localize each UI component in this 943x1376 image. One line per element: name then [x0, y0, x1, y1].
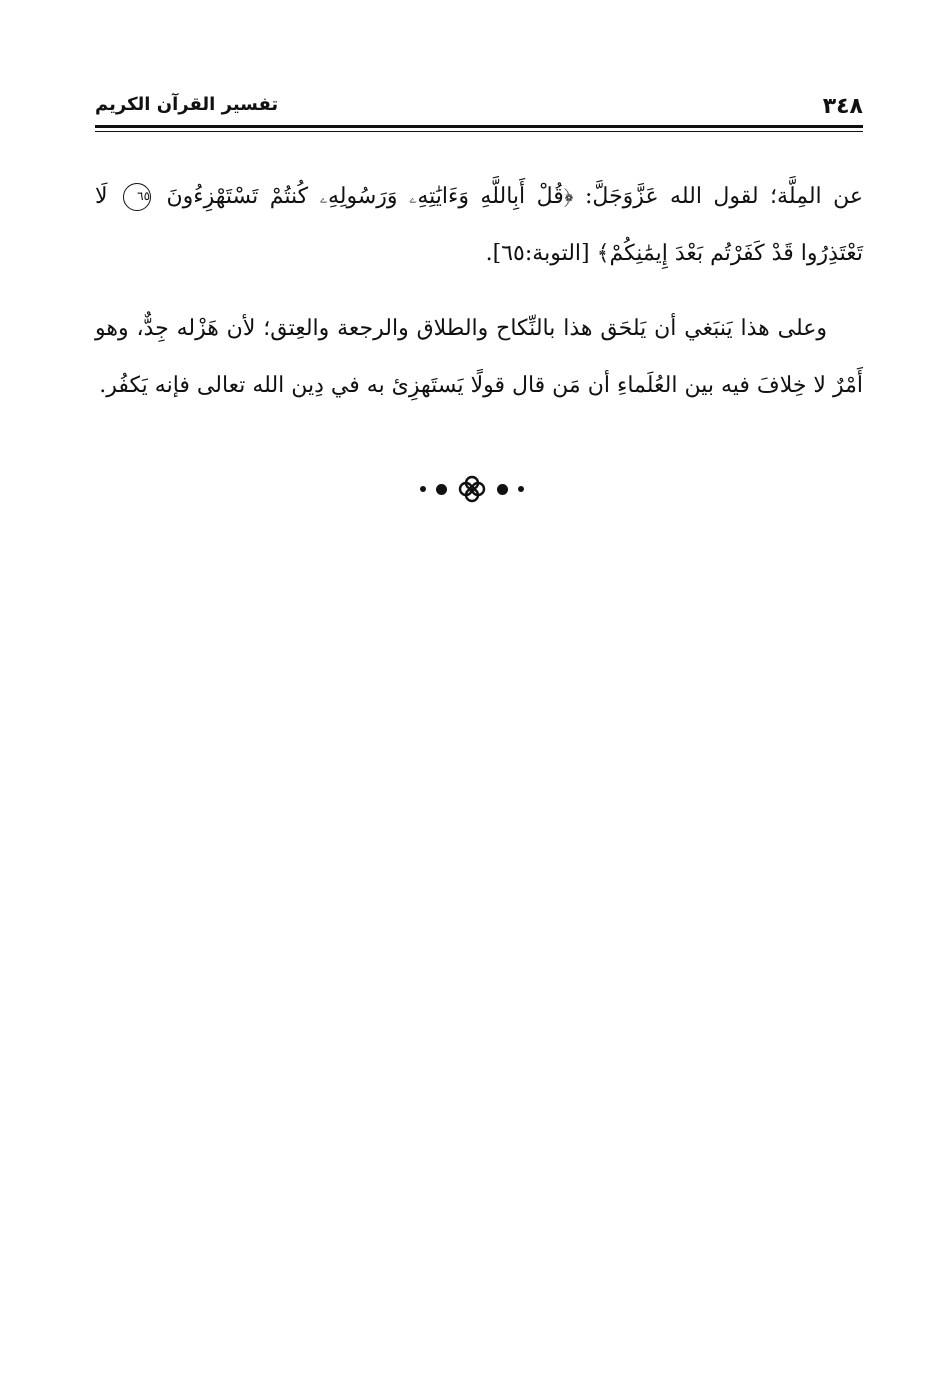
quran-verse-part-b: لَا تَعْتَذِرُوا قَدْ كَفَرْتُم بَعْدَ إِيمَٰنِكُمْ﴾ — [95, 184, 863, 266]
ornament-dot-icon — [518, 486, 524, 492]
page-header — [95, 88, 863, 128]
running-title: تفسير القرآن الكريم — [95, 94, 279, 115]
paragraph-1-intro: عن المِلَّة؛ لقول الله عَزَّوَجَلَّ: — [573, 184, 863, 209]
body-text — [95, 168, 863, 414]
paragraph-1 — [95, 168, 863, 282]
ayah-number-marker: ٦٥ — [123, 183, 151, 211]
header-rule-thin — [95, 131, 863, 132]
ornament-dot-icon — [497, 484, 508, 495]
header-rule-thick — [95, 125, 863, 128]
ornament-dot-icon — [420, 486, 426, 492]
ornament-dot-icon — [436, 484, 447, 495]
page-number: ٣٤٨ — [822, 94, 863, 119]
quran-verse-part-a: ﴿قُلْ أَبِاللَّهِ وَءَايَٰتِهِۦ وَرَسُولِهِۦ كُنتُمْ تَسْتَهْزِءُونَ — [166, 184, 574, 209]
paragraph-2: وعلى هذا يَنبَغي أن يَلحَق هذا بالنِّكاح والطلاق والرجعة والعِتق؛ لأن هَزْله جِدٌّ، وهو أَمْرٌ لا خِلافَ فيه بين العُلَماءِ أن مَن قال قولًا يَستَهزِئ به في دِين الله تعالى فإنه يَكفُر. — [95, 316, 863, 398]
section-end-ornament — [0, 474, 943, 504]
verse-citation: [التوبة:٦٥]. — [485, 241, 590, 266]
knot-ornament-icon — [457, 474, 487, 504]
